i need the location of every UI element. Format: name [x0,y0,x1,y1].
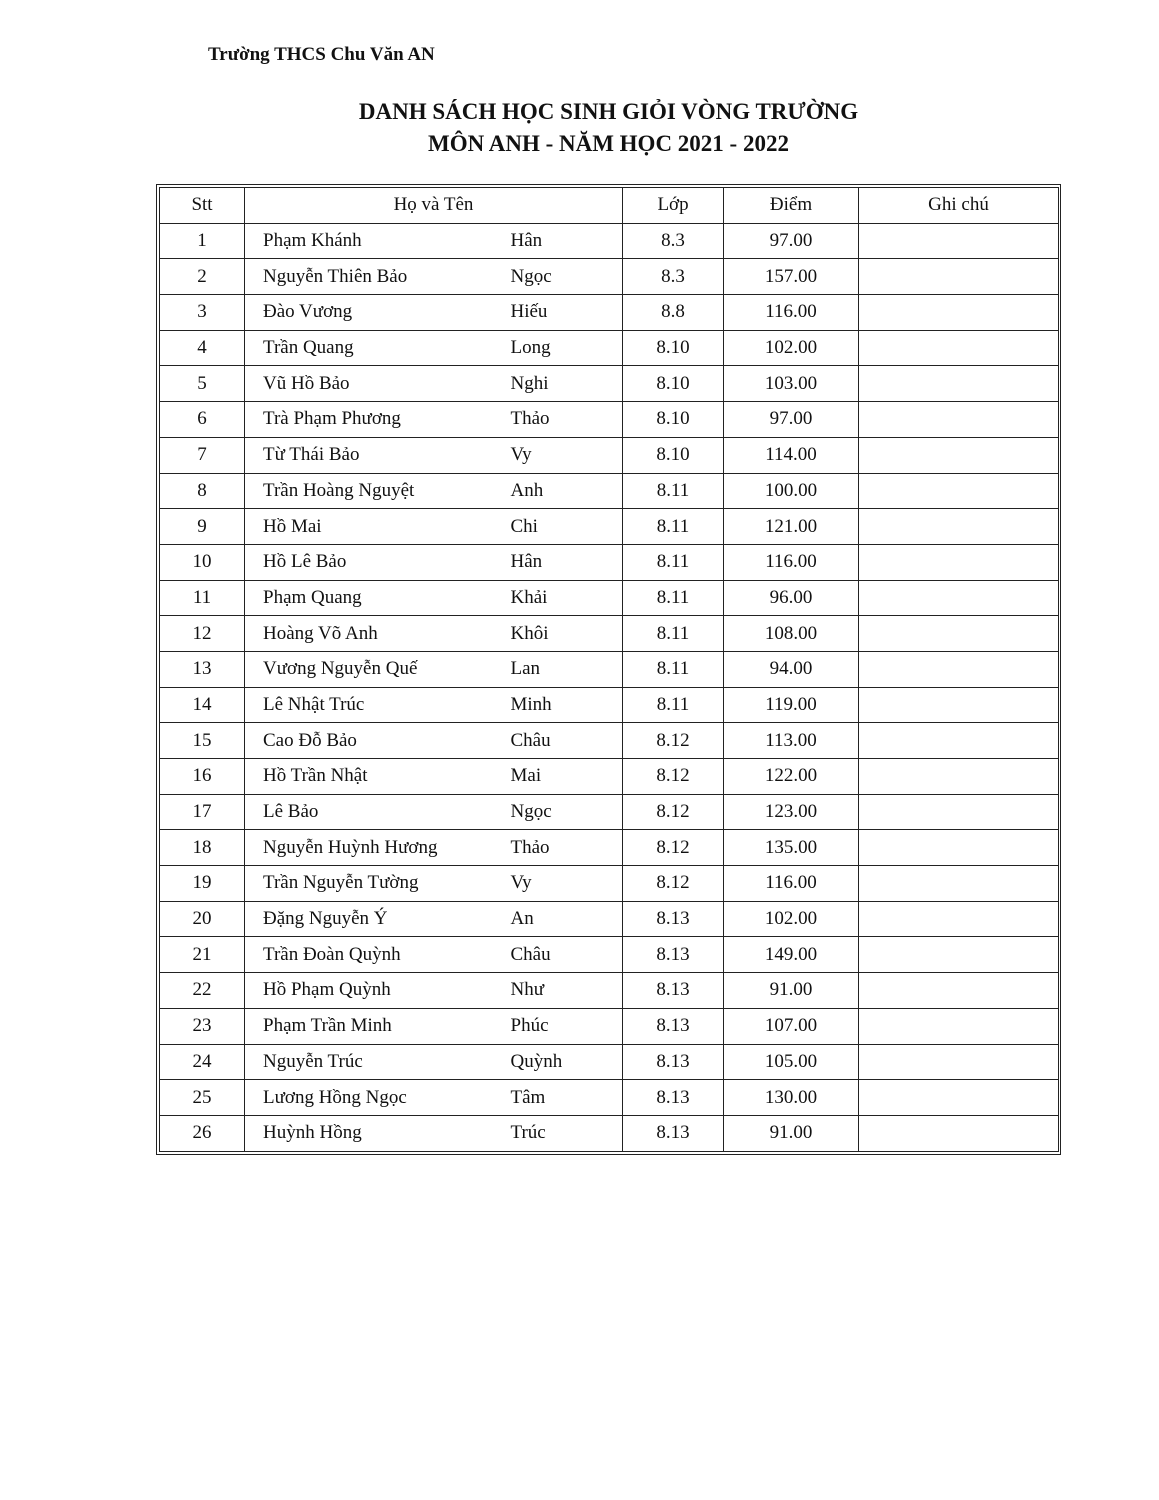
table-row [160,259,1059,295]
table-row [160,794,1059,830]
row-given-name: An [509,901,623,937]
row-stt: 13 [160,651,245,687]
row-score: 114.00 [724,437,859,473]
row-stt: 3 [160,295,245,331]
row-class: 8.10 [623,330,724,366]
row-stt: 26 [160,1115,245,1151]
row-stt: 24 [160,1044,245,1080]
row-class: 8.11 [623,687,724,723]
table-row [160,223,1059,259]
row-note [859,1008,1059,1044]
row-class: 8.13 [623,901,724,937]
row-surname: Hồ Lê Bảo [245,544,509,580]
row-score: 105.00 [724,1044,859,1080]
row-stt: 9 [160,509,245,545]
row-note [859,366,1059,402]
row-score: 122.00 [724,759,859,795]
row-note [859,759,1059,795]
row-score: 116.00 [724,295,859,331]
table-row [160,651,1059,687]
row-note [859,1044,1059,1080]
row-score: 91.00 [724,973,859,1009]
row-note [859,830,1059,866]
row-surname: Trần Quang [245,330,509,366]
row-class: 8.11 [623,580,724,616]
row-score: 108.00 [724,616,859,652]
row-class: 8.12 [623,723,724,759]
table-row [160,473,1059,509]
table-row [160,866,1059,902]
row-class: 8.12 [623,794,724,830]
row-class: 8.13 [623,1008,724,1044]
row-stt: 15 [160,723,245,759]
row-note [859,616,1059,652]
row-class: 8.13 [623,1080,724,1116]
row-surname: Đặng Nguyễn Ý [245,901,509,937]
row-class: 8.13 [623,1044,724,1080]
row-stt: 1 [160,223,245,259]
table-row [160,723,1059,759]
student-table [159,187,1059,1152]
row-score: 102.00 [724,901,859,937]
table-row [160,295,1059,331]
table-row [160,1008,1059,1044]
row-stt: 19 [160,866,245,902]
row-class: 8.10 [623,402,724,438]
table-row [160,759,1059,795]
row-note [859,901,1059,937]
row-class: 8.11 [623,509,724,545]
header-note: Ghi chú [859,188,1059,224]
row-stt: 4 [160,330,245,366]
row-stt: 12 [160,616,245,652]
row-class: 8.12 [623,866,724,902]
row-score: 107.00 [724,1008,859,1044]
row-score: 94.00 [724,651,859,687]
row-class: 8.3 [623,259,724,295]
row-stt: 11 [160,580,245,616]
row-stt: 6 [160,402,245,438]
row-score: 130.00 [724,1080,859,1116]
row-surname: Vương Nguyễn Quế [245,651,509,687]
row-note [859,223,1059,259]
row-given-name: Chi [509,509,623,545]
student-table-frame [156,184,1061,1155]
page-subtitle: MÔN ANH - NĂM HỌC 2021 - 2022 [428,131,789,156]
row-surname: Phạm Trần Minh [245,1008,509,1044]
row-note [859,402,1059,438]
row-given-name: Vy [509,437,623,473]
table-row [160,544,1059,580]
row-given-name: Châu [509,937,623,973]
header-name: Họ và Tên [245,188,623,224]
row-class: 8.12 [623,830,724,866]
table-header-row [160,188,1059,224]
row-surname: Nguyễn Thiên Bảo [245,259,509,295]
table-row [160,580,1059,616]
row-surname: Nguyễn Huỳnh Hương [245,830,509,866]
row-given-name: Anh [509,473,623,509]
row-given-name: Lan [509,651,623,687]
row-class: 8.11 [623,651,724,687]
row-score: 100.00 [724,473,859,509]
row-class: 8.10 [623,437,724,473]
row-given-name: Vy [509,866,623,902]
row-given-name: Như [509,973,623,1009]
row-class: 8.11 [623,544,724,580]
row-surname: Vũ Hồ Bảo [245,366,509,402]
row-surname: Nguyễn Trúc [245,1044,509,1080]
header-stt: Stt [160,188,245,224]
row-class: 8.13 [623,937,724,973]
row-stt: 23 [160,1008,245,1044]
row-surname: Đào Vương [245,295,509,331]
table-row [160,901,1059,937]
row-given-name: Ngọc [509,259,623,295]
table-row [160,830,1059,866]
row-given-name: Khôi [509,616,623,652]
row-note [859,330,1059,366]
row-stt: 8 [160,473,245,509]
row-class: 8.3 [623,223,724,259]
header-score: Điểm [724,188,859,224]
row-score: 123.00 [724,794,859,830]
row-note [859,1080,1059,1116]
row-note [859,580,1059,616]
row-note [859,1115,1059,1151]
row-given-name: Long [509,330,623,366]
table-row [160,973,1059,1009]
row-score: 157.00 [724,259,859,295]
school-name: Trường THCS Chu Văn AN [208,44,435,65]
row-given-name: Ngọc [509,794,623,830]
row-class: 8.13 [623,1115,724,1151]
row-score: 96.00 [724,580,859,616]
row-surname: Hoàng Võ Anh [245,616,509,652]
row-score: 97.00 [724,223,859,259]
row-note [859,473,1059,509]
table-row [160,616,1059,652]
row-class: 8.11 [623,473,724,509]
row-stt: 21 [160,937,245,973]
table-row [160,402,1059,438]
row-note [859,259,1059,295]
row-surname: Hồ Phạm Quỳnh [245,973,509,1009]
row-stt: 22 [160,973,245,1009]
row-stt: 25 [160,1080,245,1116]
row-given-name: Hiếu [509,295,623,331]
table-row [160,366,1059,402]
row-score: 149.00 [724,937,859,973]
table-row [160,1080,1059,1116]
row-class: 8.10 [623,366,724,402]
row-note [859,687,1059,723]
row-score: 103.00 [724,366,859,402]
row-given-name: Nghi [509,366,623,402]
row-given-name: Quỳnh [509,1044,623,1080]
row-given-name: Châu [509,723,623,759]
row-surname: Lương Hồng Ngọc [245,1080,509,1116]
row-score: 91.00 [724,1115,859,1151]
row-score: 119.00 [724,687,859,723]
row-note [859,973,1059,1009]
row-surname: Hồ Mai [245,509,509,545]
row-surname: Trần Đoàn Quỳnh [245,937,509,973]
row-class: 8.8 [623,295,724,331]
row-given-name: Hân [509,223,623,259]
page-title: DANH SÁCH HỌC SINH GIỎI VÒNG TRƯỜNG [358,99,859,124]
row-surname: Cao Đỗ Bảo [245,723,509,759]
row-surname: Trần Hoàng Nguyệt [245,473,509,509]
row-surname: Huỳnh Hồng [245,1115,509,1151]
table-body [160,223,1059,1151]
row-class: 8.12 [623,759,724,795]
row-given-name: Phúc [509,1008,623,1044]
table-row [160,1044,1059,1080]
row-stt: 16 [160,759,245,795]
row-stt: 20 [160,901,245,937]
row-stt: 10 [160,544,245,580]
row-surname: Hồ Trần Nhật [245,759,509,795]
row-score: 116.00 [724,544,859,580]
row-surname: Trần Nguyễn Tường [245,866,509,902]
row-surname: Phạm Khánh [245,223,509,259]
row-note [859,866,1059,902]
row-class: 8.11 [623,616,724,652]
row-stt: 17 [160,794,245,830]
table-row [160,937,1059,973]
row-score: 113.00 [724,723,859,759]
row-score: 116.00 [724,866,859,902]
row-score: 97.00 [724,402,859,438]
table-row [160,509,1059,545]
row-surname: Phạm Quang [245,580,509,616]
row-surname: Từ Thái Bảo [245,437,509,473]
table-row [160,687,1059,723]
row-stt: 14 [160,687,245,723]
row-stt: 2 [160,259,245,295]
table-row [160,1115,1059,1151]
header-class: Lớp [623,188,724,224]
row-score: 121.00 [724,509,859,545]
row-score: 102.00 [724,330,859,366]
row-note [859,937,1059,973]
row-surname: Trà Phạm Phương [245,402,509,438]
row-note [859,437,1059,473]
row-stt: 5 [160,366,245,402]
row-note [859,723,1059,759]
table-row [160,330,1059,366]
row-note [859,295,1059,331]
row-given-name: Khải [509,580,623,616]
row-note [859,651,1059,687]
row-given-name: Trúc [509,1115,623,1151]
row-class: 8.13 [623,973,724,1009]
row-stt: 18 [160,830,245,866]
row-given-name: Tâm [509,1080,623,1116]
row-surname: Lê Nhật Trúc [245,687,509,723]
row-given-name: Mai [509,759,623,795]
row-given-name: Thảo [509,830,623,866]
table-row [160,437,1059,473]
row-given-name: Thảo [509,402,623,438]
row-surname: Lê Bảo [245,794,509,830]
row-given-name: Minh [509,687,623,723]
row-note [859,544,1059,580]
row-score: 135.00 [724,830,859,866]
row-note [859,794,1059,830]
row-stt: 7 [160,437,245,473]
row-note [859,509,1059,545]
row-given-name: Hân [509,544,623,580]
